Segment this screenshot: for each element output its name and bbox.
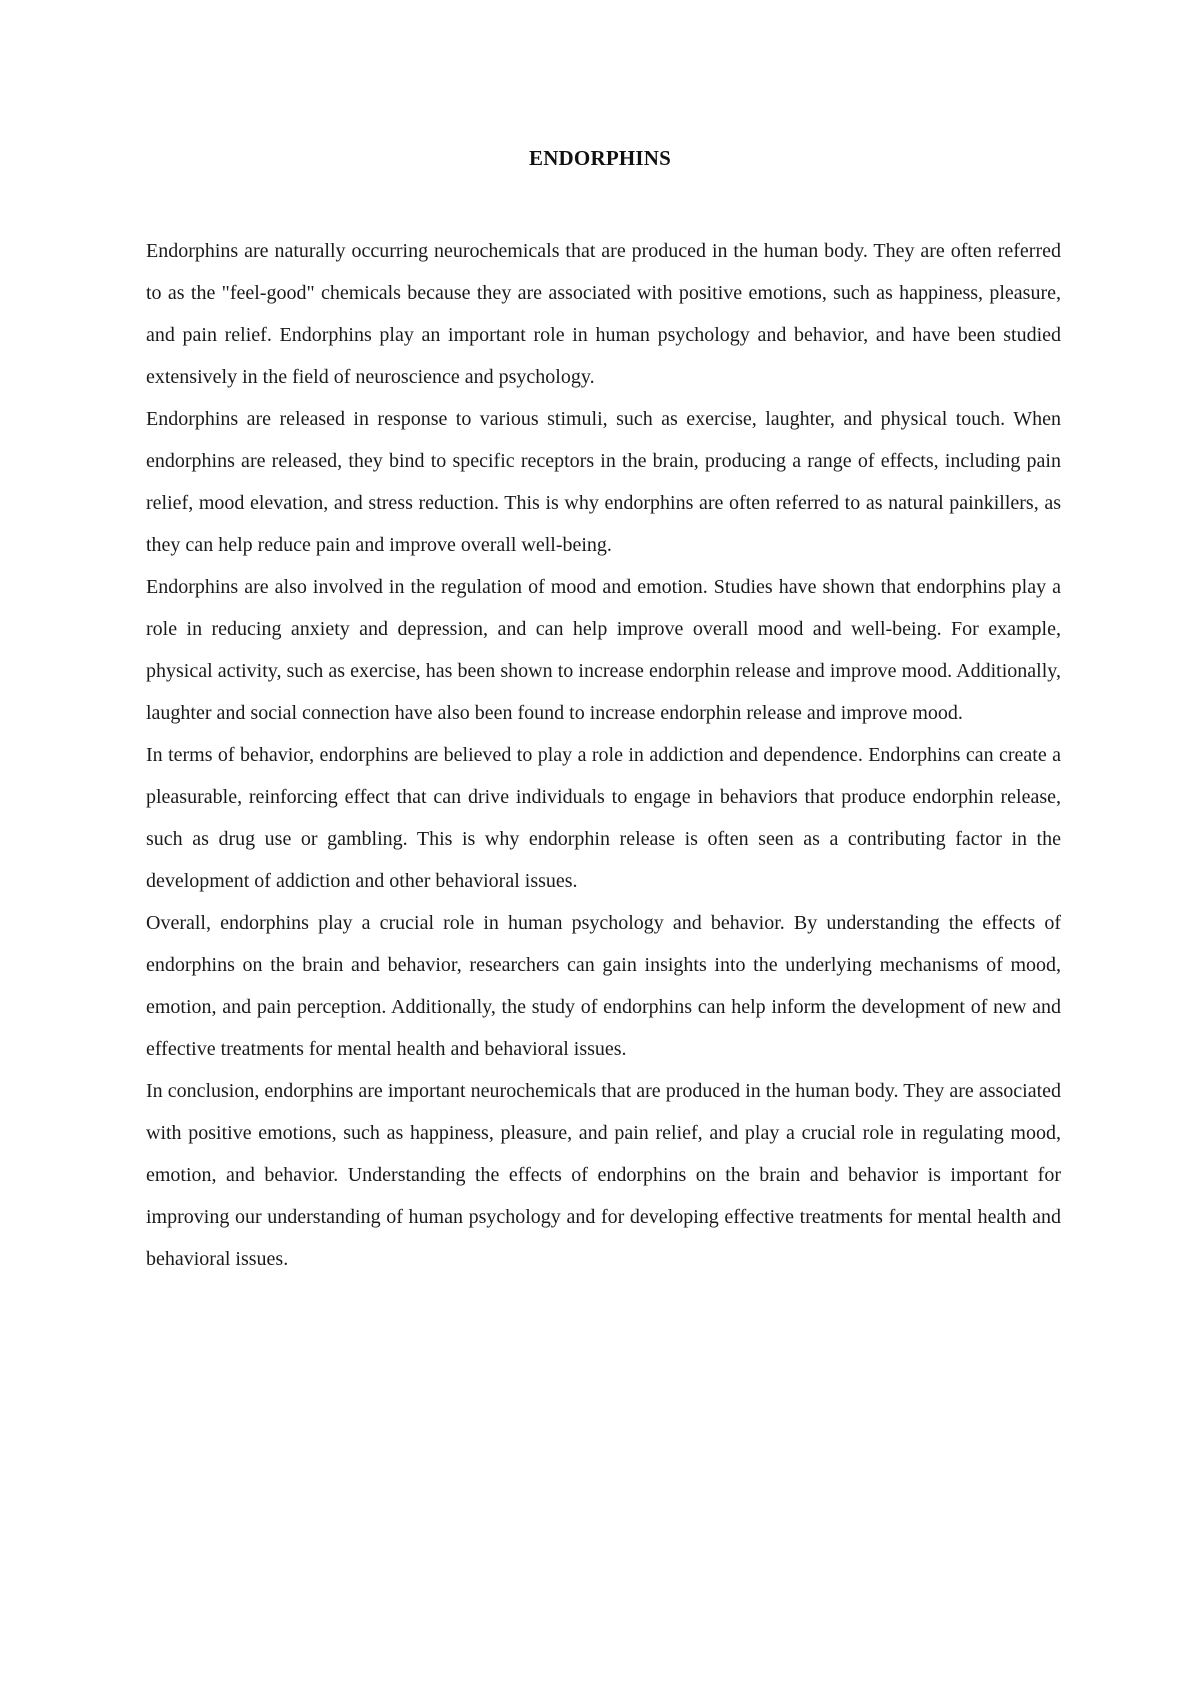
paragraph-6: In conclusion, endorphins are important neurochemicals that are produced in the human body. They are associated with positive emotions, such as happiness, pleasure, and pain relief, and play a crucial role in regulating mood, emotion, and behavior. Understanding the effects of endorphins on the brain and behavior is important for improving our understanding of human psychology and for developing effective treatments for mental health and behavioral issues.	[146, 1080, 1061, 1270]
paragraph-1: Endorphins are naturally occurring neurochemicals that are produced in the human body. They are often referred to as the "feel-good" chemicals because they are associated with positive emotions, such as happiness, pleasure, and pain relief. Endorphins play an important role in human psychology and behavior, and have been studied extensively in the field of neuroscience and psychology.	[146, 240, 1061, 388]
paragraph-4: In terms of behavior, endorphins are believed to play a role in addiction and dependence. Endorphins can create a pleasurable, reinforcing effect that can drive individuals to engage in behaviors that produce endorphin release, such as drug use or gambling. This is why endorphin release is often seen as a contributing factor in the development of addiction and other behavioral issues.	[146, 744, 1061, 892]
document-title: ENDORPHINS	[528, 146, 672, 170]
paragraph-5: Overall, endorphins play a crucial role in human psychology and behavior. By understanding the effects of endorphins on the brain and behavior, researchers can gain insights into the underlying mechanisms of mood, emotion, and pain perception. Additionally, the study of endorphins can help inform the development of new and effective treatments for mental health and behavioral issues.	[146, 912, 1061, 1060]
paragraph-3: Endorphins are also involved in the regulation of mood and emotion. Studies have shown that endorphins play a role in reducing anxiety and depression, and can help improve overall mood and well-being. For example, physical activity, such as exercise, has been shown to increase endorphin release and improve mood. Additionally, laughter and social connection have also been found to increase endorphin release and improve mood.	[146, 576, 1061, 724]
paragraph-2: Endorphins are released in response to various stimuli, such as exercise, laughter, and physical touch. When endorphins are released, they bind to specific receptors in the brain, producing a range of effects, including pain relief, mood elevation, and stress reduction. This is why endorphins are often referred to as natural painkillers, as they can help reduce pain and improve overall well-being.	[146, 408, 1061, 556]
document-body	[146, 230, 1061, 1280]
